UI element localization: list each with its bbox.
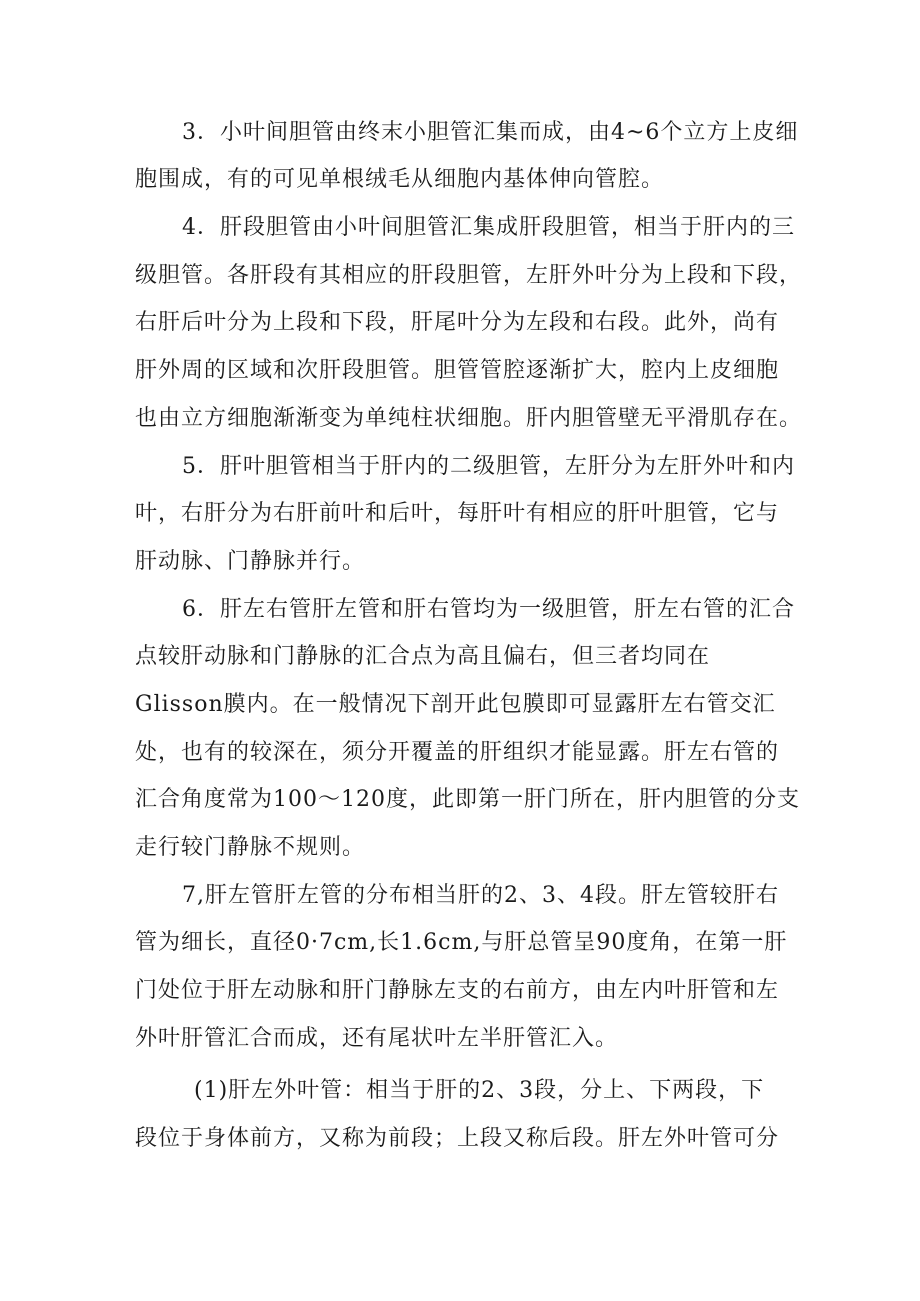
text-line: 段位于身体前方，又称为前段；上段又称后段。肝左外叶管可分	[135, 1126, 780, 1151]
text-line: 肝外周的区域和次肝段胆管。胆管管腔逐渐扩大，腔内上皮细胞	[135, 358, 780, 383]
text-line: 右肝后叶分为上段和下段，肝尾叶分为左段和右段。此外，尚有	[135, 310, 780, 335]
text-line: 点较肝动脉和门静脉的汇合点为高且偏右，但三者均同在	[135, 644, 711, 669]
text-line: 胞围成，有的可见单根绒毛从细胞内基体伸向管腔。	[135, 167, 665, 192]
text-line: 外叶肝管汇合而成，还有尾状叶左半肝管汇入。	[135, 1026, 619, 1051]
text-line: 处，也有的较深在，须分开覆盖的肝组织才能显露。肝左右管的	[135, 740, 780, 765]
text-line: 叶，右肝分为右肝前叶和后叶，每肝叶有相应的肝叶胆管，它与	[135, 501, 780, 526]
text-line: 也由立方细胞渐渐变为单纯柱状细胞。肝内胆管壁无平滑肌存在。	[135, 406, 803, 431]
text-line: 4．肝段胆管由小叶间胆管汇集成肝段胆管，相当于肝内的三	[182, 215, 795, 240]
text-line: 管为细长，直径0·7cm,长1.6cm,与肝总管呈90度角，在第一肝	[135, 930, 788, 955]
text-line: 5．肝叶胆管相当于肝内的二级胆管，左肝分为左肝外叶和内	[182, 454, 795, 479]
text-line: 走行较门静脉不规则。	[135, 835, 366, 860]
text-line: 7,肝左管肝左管的分布相当肝的2、3、4段。肝左管较肝右	[182, 883, 779, 908]
text-line: 3．小叶间胆管由终末小胆管汇集而成，由4~6个立方上皮细	[182, 120, 799, 145]
text-line: 肝动脉、门静脉并行。	[135, 549, 366, 574]
text-line: Glisson膜内。在一般情况下剖开此包膜即可显露肝左右管交汇	[135, 692, 776, 717]
text-line: 6．肝左右管肝左管和肝右管均为一级胆管，肝左右管的汇合	[182, 597, 795, 622]
text-line: 级胆管。各肝段有其相应的肝段胆管，左肝外叶分为上段和下段，	[135, 263, 803, 288]
text-line: 汇合角度常为100～120度，此即第一肝门所在，肝内胆管的分支	[135, 787, 800, 812]
text-line: 门处位于肝左动脉和肝门静脉左支的右前方，由左内叶肝管和左	[135, 978, 780, 1003]
text-line: (1)肝左外叶管：相当于肝的2、3段，分上、下两段，下	[194, 1078, 765, 1103]
